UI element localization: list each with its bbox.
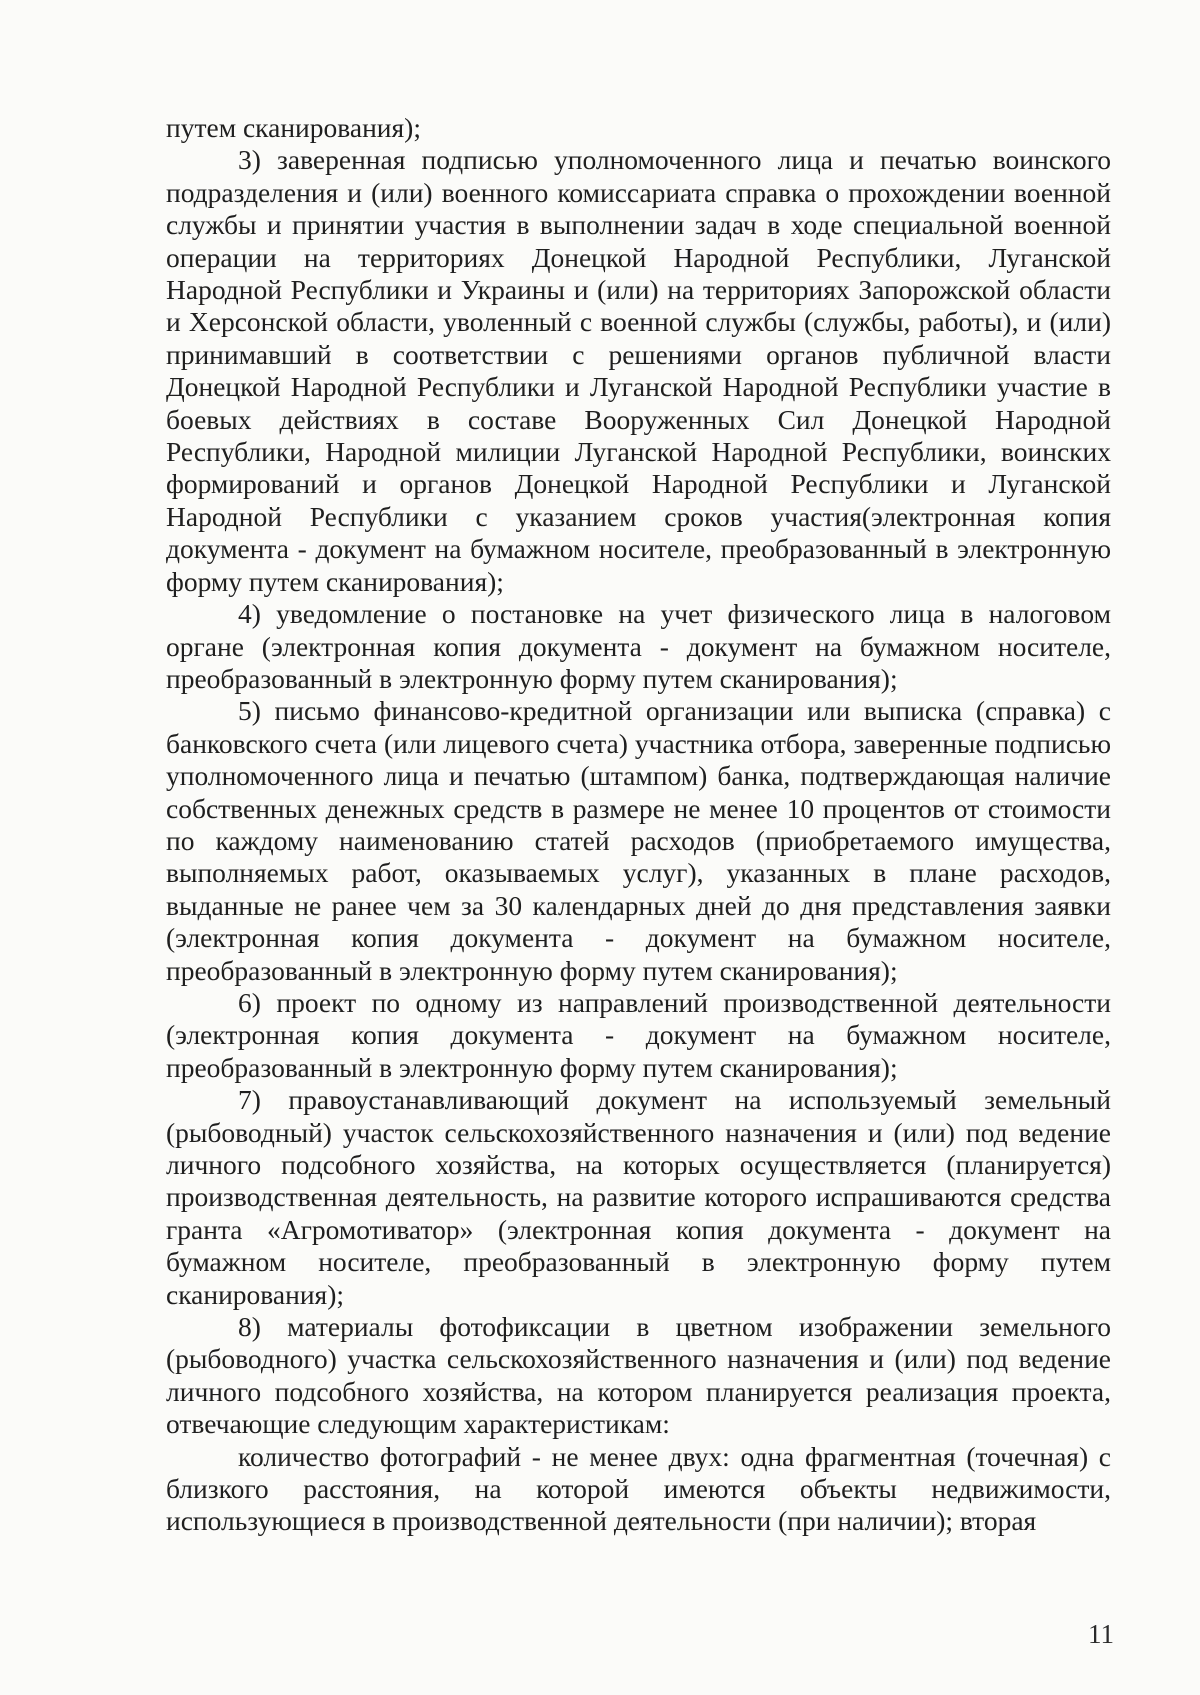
paragraph-photo-count: количество фотографий - не менее двух: одна фрагментная (точечная) с близкого расстояния, на которой имеются объекты недвижимости, использующиеся в производственной деятельности (при наличии); вторая: [166, 1440, 1111, 1537]
page-number: 11: [1088, 1619, 1114, 1649]
paragraph-item-4: 4) уведомление о постановке на учет физического лица в налоговом органе (электронная копия документа - документ на бумажном носителе, преобразованный в электронную форму путем сканирования);: [166, 598, 1111, 694]
paragraph-item-8: 8) материалы фотофиксации в цветном изображении земельного (рыбоводного) участка сельскохозяйственного назначения и (или) под ведение личного подсобного хозяйства, на котором планируется реализация проекта, отвечающие следующим характеристикам:: [166, 1311, 1111, 1440]
paragraph-item-3: 3) заверенная подписью уполномоченного лица и печатью воинского подразделения и (или) военного комиссариата справка о прохождении военной службы и принятии участия в выполнении задач в ходе специальной военной операции на территориях Донецкой Народной Республики, Луганской Народной Республики и Украины и (или) на территориях Запорожской области и Херсонской области, уволенный с военной службы (службы, работы), и (или) принимавший в соответствии с решениями органов публичной власти Донецкой Народной Республики и Луганской Народной Республики участие в боевых действиях в составе Вооруженных Сил Донецкой Народной Республики, Народной милиции Луганской Народной Республики, воинских формирований и органов Донецкой Народной Республики и Луганской Народной Республики с указанием сроков участия(электронная копия документа - документ на бумажном носителе, преобразованный в электронную форму путем сканирования);: [166, 144, 1111, 597]
paragraph-item-6: 6) проект по одному из направлений производственной деятельности (электронная копия документа - документ на бумажном носителе, преобразованный в электронную форму путем сканирования);: [166, 986, 1111, 1083]
paragraph-item-7: 7) правоустанавливающий документ на используемый земельный (рыбоводный) участок сельскохозяйственного назначения и (или) под ведение личного подсобного хозяйства, на которых осуществляется (планируется) производственная деятельность, на развитие которого испрашиваются средства гранта «Агромотиватор» (электронная копия документа - документ на бумажном носителе, преобразованный в электронную форму путем сканирования);: [166, 1084, 1111, 1310]
paragraph-continuation: путем сканирования);: [166, 112, 421, 143]
document-body: [166, 112, 1111, 1538]
paragraph-item-5: 5) письмо финансово-кредитной организации или выписка (справка) с банковского счета (или лицевого счета) участника отбора, заверенные подписью уполномоченного лица и печатью (штампом) банка, подтверждающая наличие собственных денежных средств в размере не менее 10 процентов от стоимости по каждому наименованию статей расходов (приобретаемого имущества, выполняемых работ, оказываемых услуг), указанных в плане расходов, выданные не ранее чем за 30 календарных дней до дня представления заявки (электронная копия документа - документ на бумажном носителе, преобразованный в электронную форму путем сканирования);: [166, 695, 1111, 986]
